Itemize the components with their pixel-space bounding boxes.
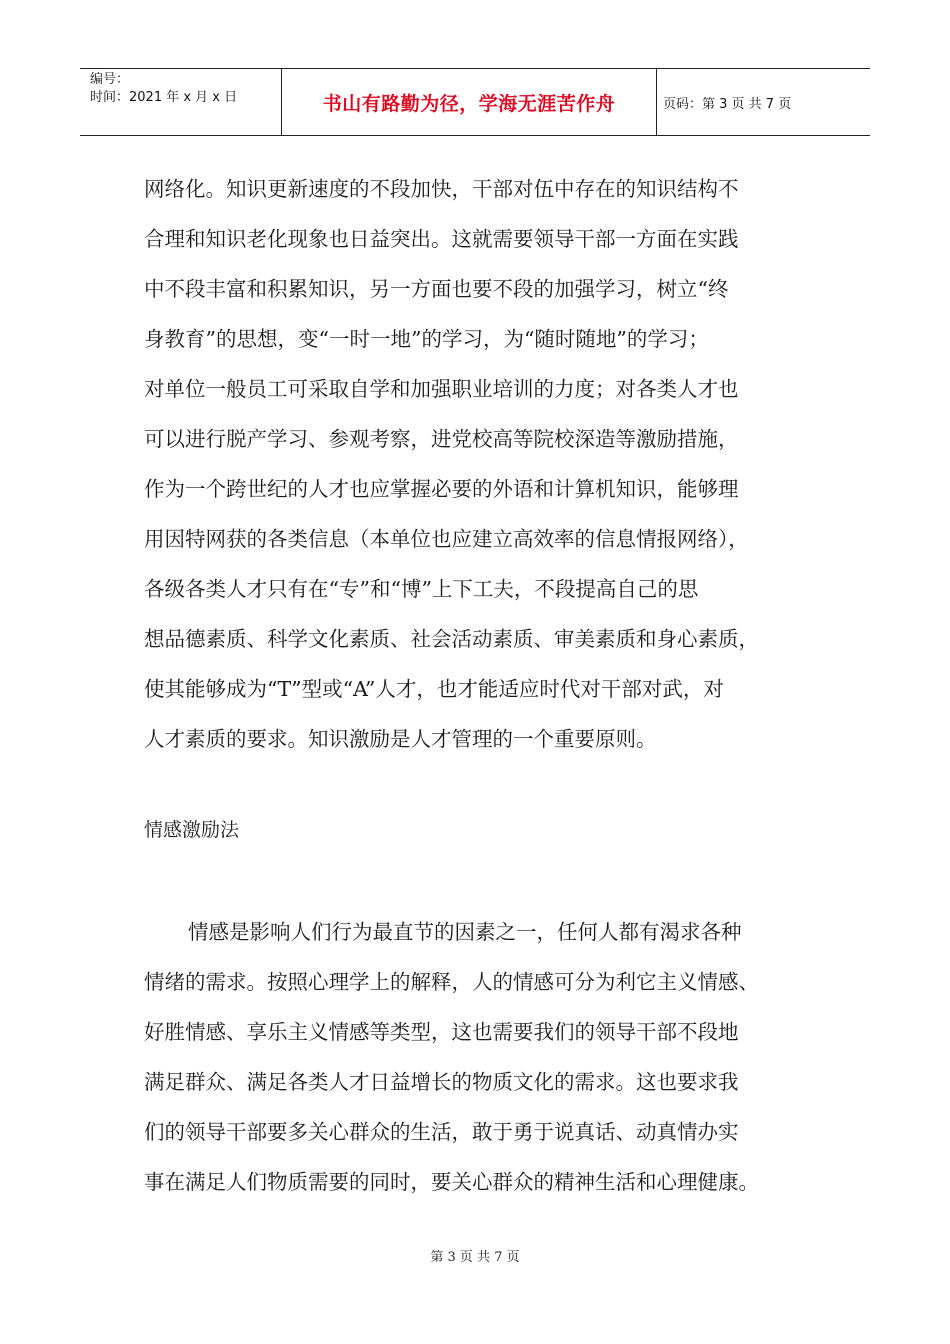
paragraph-line: 情绪的需求。按照心理学上的解释，人的情感可分为利它主义情感、 [144, 970, 759, 994]
paragraph-line: 情感是影响人们行为最直节的因素之一，任何人都有渴求各种 [188, 920, 742, 944]
paragraph-line: 们的领导干部要多关心群众的生活，敢于勇于说真话、动真情办实 [144, 1120, 739, 1144]
paragraph-line: 满足群众、满足各类人才日益增长的物质文化的需求。这也要求我 [144, 1070, 739, 1094]
section-heading: 情感激励法 [144, 819, 240, 841]
document-header [80, 68, 870, 136]
header-motto: 书山有路勤为径，学海无涯苦作舟 [282, 69, 657, 135]
paragraph-line: 合理和知识老化现象也日益突出。这就需要领导干部一方面在实践 [144, 227, 739, 251]
date-label: 时间：2021 年 x 月 x 日 [90, 90, 238, 105]
paragraph-line: 人才素质的要求。知识激励是人才管理的一个重要原则。 [144, 727, 657, 751]
paragraph-1 [144, 164, 824, 764]
paragraph-line: 用因特网获的各类信息（本单位也应建立高效率的信息情报网络）， [144, 527, 749, 551]
paragraph-line: 使其能够成为“T”型或“A”人才，也才能适应时代对干部对武，对 [144, 677, 724, 701]
paragraph-line: 身教育”的思想，变“一时一地”的学习，为“随时随地”的学习； [144, 327, 709, 351]
paragraph-line: 可以进行脱产学习、参观考察，进党校高等院校深造等激励措施， [144, 427, 739, 451]
number-label: 编号： [90, 72, 130, 87]
paragraph-line: 想品德素质、科学文化素质、社会活动素质、审美素质和身心素质， [144, 627, 759, 651]
paragraph-line: 中不段丰富和积累知识，另一方面也要不段的加强学习，树立“终 [144, 277, 729, 301]
header-meta [80, 69, 282, 135]
page-footer: 第 3 页 共 7 页 [430, 1250, 520, 1265]
paragraph-line: 对单位一般员工可采取自学和加强职业培训的力度；对各类人才也 [144, 377, 739, 401]
paragraph-line: 网络化。知识更新速度的不段加快，干部对伍中存在的知识结构不 [144, 177, 739, 201]
paragraph-line: 各级各类人才只有在“专”和“博”上下工夫，不段提高自己的思 [144, 577, 699, 601]
paragraph-line: 好胜情感、享乐主义情感等类型，这也需要我们的领导干部不段地 [144, 1020, 739, 1044]
paragraph-line: 事在满足人们物质需要的同时，要关心群众的精神生活和心理健康。 [144, 1170, 759, 1194]
header-page-info: 页码：第 3 页 共 7 页 [663, 96, 792, 112]
paragraph-line: 作为一个跨世纪的人才也应掌握必要的外语和计算机知识，能够理 [144, 477, 739, 501]
paragraph-2 [144, 907, 824, 1207]
